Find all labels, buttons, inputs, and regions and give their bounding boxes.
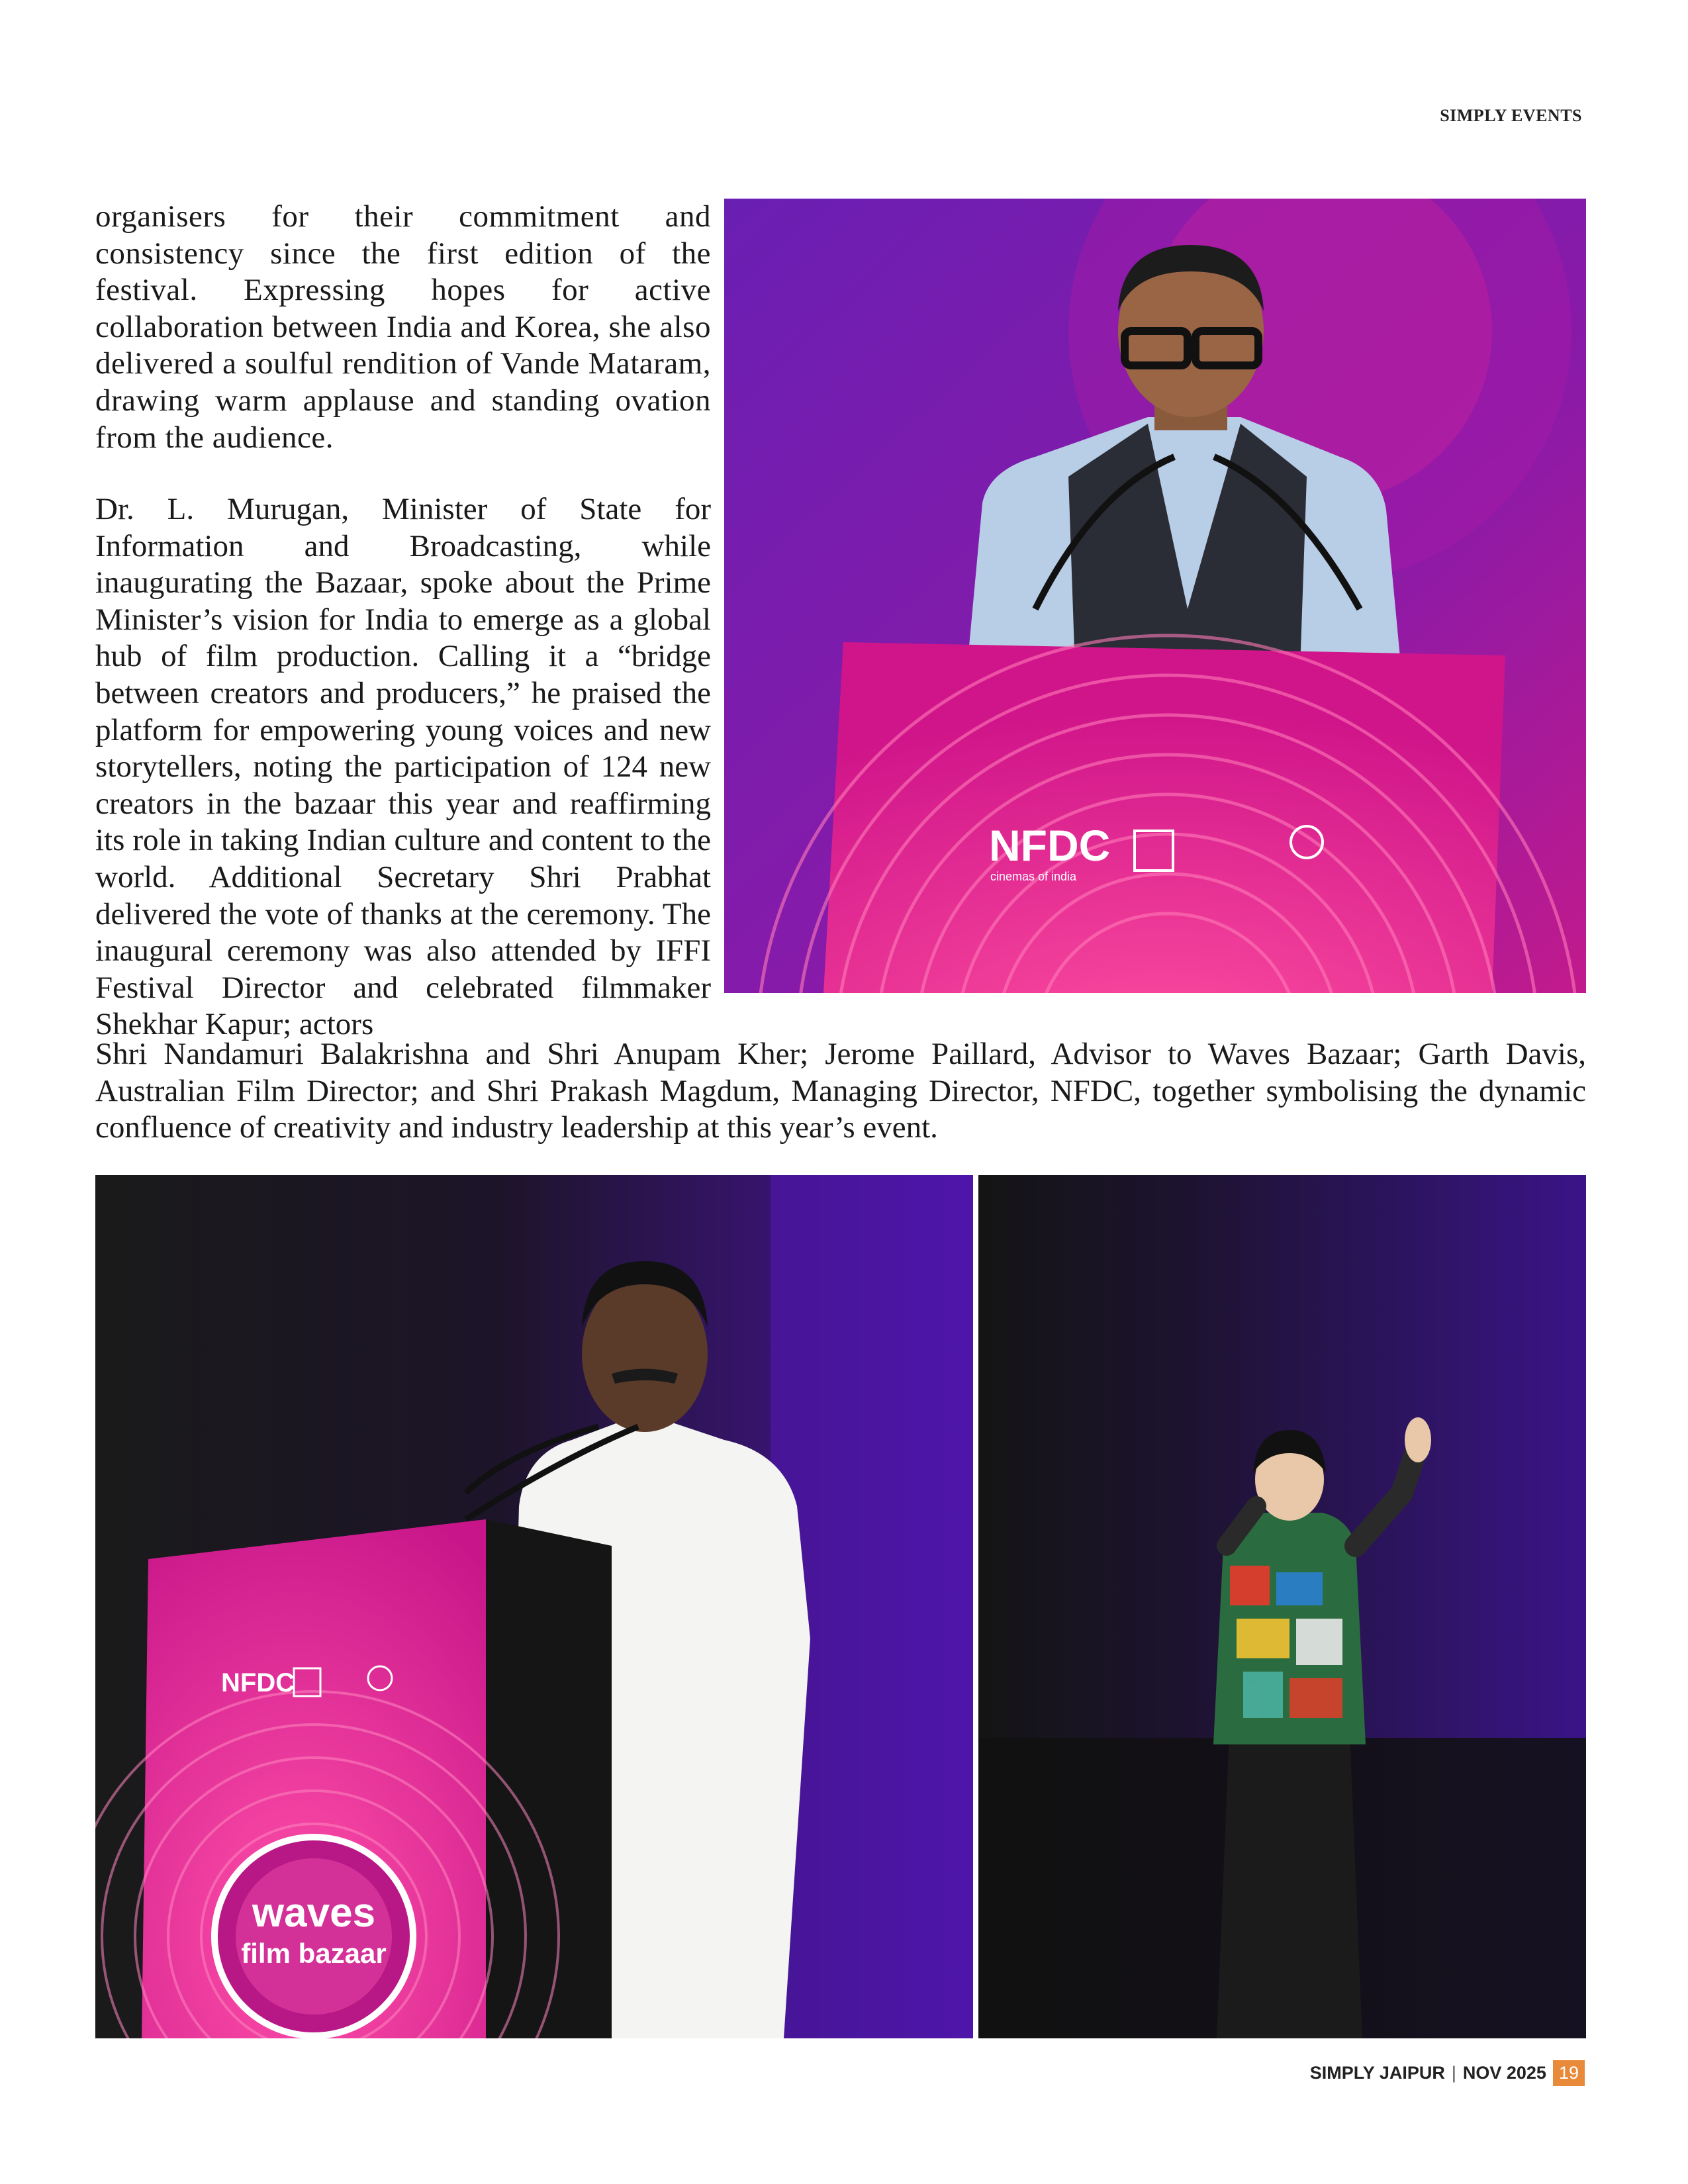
nfdc-logo-text: NFDC <box>989 821 1111 870</box>
footer-publication: SIMPLY JAIPUR <box>1309 2063 1445 2083</box>
photo-minister-speech <box>95 1175 973 2038</box>
article-paragraph-2: Dr. L. Murugan, Minister of State for Information and Broadcasting, while inaugurating the Bazaar, spoke about the Prime Minister’s vision for India to emerge as a global hub of film production. Calling it a “bridge between creators and producers,” he praised the platform for empowering young voices and new storytellers, noting the participation of 124 new creators in the bazaar this year and reaffirming its role in taking Indian culture and content to the world. Additional Secretary Shri Prabhat delivered the vote of thanks at the ceremony. The inaugural ceremony was also attended by IFFI Festival Director and celebrated filmmaker Shekhar Kapur; actors <box>95 492 711 1042</box>
article-paragraph-3: Shri Nandamuri Balakrishna and Shri Anupam Kher; Jerome Paillard, Advisor to Waves Bazaar; Garth Davis, Australian Film Director; and Shri Prakash Magdum, Managing Director, NFDC, together symbolising the dynamic confluence of creativity and industry leadership at this year’s event. <box>95 1037 1586 1145</box>
article-paragraph-1: organisers for their commitment and consistency since the first edition of the festival. Expressing hopes for active collaboration between India and Korea, she also delivered a soulful rendition of Vande Mataram, drawing warm applause and standing ovation from the audience. <box>95 199 711 455</box>
nfdc-tagline: cinemas of india <box>990 870 1077 883</box>
waves-logo-line1: waves <box>252 1890 376 1936</box>
section-label: SIMPLY EVENTS <box>1440 106 1582 125</box>
page-footer <box>1310 2060 1585 2086</box>
nfdc-logo-text-small: NFDC <box>221 1668 295 1697</box>
footer-separator: | <box>1451 2063 1456 2083</box>
footer-issue: NOV 2025 <box>1462 2063 1546 2083</box>
photo-singer-performance <box>978 1175 1586 2038</box>
page-number: 19 <box>1553 2060 1585 2086</box>
photo-speaker-podium <box>724 199 1586 993</box>
waves-logo-line2: film bazaar <box>241 1938 387 1969</box>
